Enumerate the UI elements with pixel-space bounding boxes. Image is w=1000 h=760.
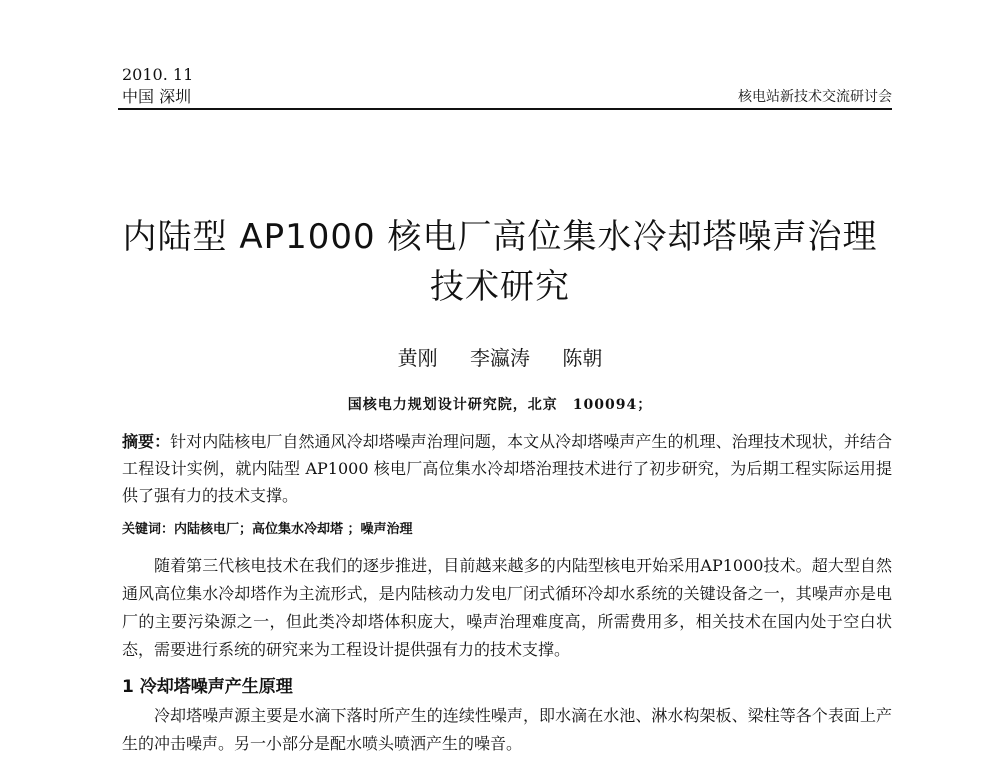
intro-paragraph: 随着第三代核电技术在我们的逐步推进，目前越来越多的内陆型核电开始采用AP1000技术。超大型自然通风高位集水冷却塔作为主流形式，是内陆核动力发电厂闭式循环冷却水系统的关键设备之一，其噪声亦是电厂的主要污染源之一，但此类冷却塔体积庞大，噪声治理难度高，所需费用多，相关技术在国内处于空白状态，需要进行系统的研究来为工程设计提供强有力的技术支撑。 bbox=[122, 556, 892, 659]
header-left bbox=[122, 64, 193, 108]
abstract bbox=[122, 428, 892, 509]
author-name: 陈朝 bbox=[562, 346, 603, 370]
affiliation: 国核电力规划设计研究院，北京 100094； bbox=[347, 397, 653, 413]
abstract-text: 针对内陆核电厂自然通风冷却塔噪声治理问题，本文从冷却塔噪声产生的机理、治理技术现状，并结合工程设计实例，就内陆型 AP1000 核电厂高位集水冷却塔治理技术进行了初步研究，为后期工程实际运用提供了强有力的技术支撑。 bbox=[122, 432, 892, 505]
section-paragraph: 冷却塔噪声源主要是水滴下落时所产生的连续性噪声，即水滴在水池、淋水构架板、梁柱等各个表面上产生的冲击噪声。另一小部分是配水喷头喷洒产生的噪音。 bbox=[122, 706, 892, 753]
abstract-label: 摘要： bbox=[122, 432, 171, 451]
section-heading: 1 冷却塔噪声产生原理 bbox=[122, 677, 293, 697]
header-conference: 核电站新技术交流研讨会 bbox=[738, 89, 892, 105]
author-name: 李瀛涛 bbox=[470, 346, 530, 370]
paper-title bbox=[0, 212, 1000, 312]
title-line-2: 技术研究 bbox=[430, 267, 570, 307]
title-line-1: 内陆型 AP1000 核电厂高位集水冷却塔噪声治理 bbox=[122, 217, 878, 257]
keywords-text: 内陆核电厂；高位集水冷却塔 ；噪声治理 bbox=[174, 522, 413, 537]
header-date: 2010. 11 bbox=[122, 65, 194, 84]
keywords bbox=[122, 518, 892, 537]
author-list bbox=[0, 342, 1000, 371]
header-location: 中国 深圳 bbox=[122, 87, 192, 106]
author-name: 黄刚 bbox=[397, 346, 438, 370]
header-rule bbox=[118, 108, 892, 110]
keywords-label: 关键词： bbox=[122, 522, 175, 537]
